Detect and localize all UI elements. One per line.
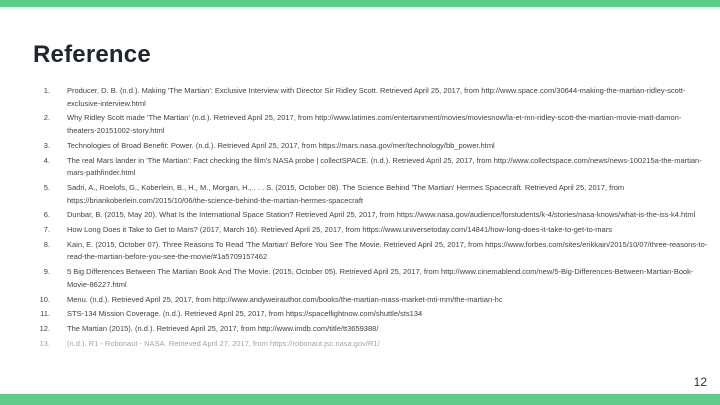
reference-text: Why Ridley Scott made 'The Martian' (n.d.). Retrieved April 25, 2017, from http://www.latimes.com/entertainment/movies/moviesnow/la-et-mn-ridley-scott-the-martian-movie-matt-damon-theaters-20151002-story.html	[67, 113, 682, 135]
reference-item	[28, 308, 708, 321]
reference-item	[28, 323, 708, 336]
reference-text: Sadri, A., Roelofs, G., Koberlein, B., H., M., Morgan, H., . . . S. (2015, October 08). The Science Behind 'The Martian' Hermes Spacecraft. Retrieved April 25, 2017, from https://briankoberlein.com/2015/10/06/the-science-behind-the-martian-hermes-spacecraft	[67, 182, 625, 205]
reference-item	[28, 112, 708, 137]
reference-item	[28, 182, 708, 207]
reference-text: 5 Big Differences Between The Martian Book And The Movie. (2015, October 05). Retrieved April 25, 2017, from http://www.cinemablend.com/new/5-Big-Differences-Between-Martian-Book-Movie-86227.html	[67, 267, 694, 289]
reference-number: 10.	[39, 294, 50, 304]
reference-item	[28, 140, 708, 153]
reference-number: 1.	[43, 86, 50, 95]
reference-text: Producer, D. B. (n.d.). Making 'The Martian': Exclusive Interview with Director Sir Ridley Scott. Retrieved April 25, 2017, from http://www.space.com/30644-making-the-martian-ridley-scott-exclusive-interview.html	[67, 86, 686, 108]
reference-item	[28, 239, 708, 264]
reference-text: Technologies of Broad Benefit: Power. (n.d.). Retrieved April 25, 2017, from https://mars.nasa.gov/mer/technology/bb_power.html	[67, 140, 495, 150]
reference-item	[28, 209, 708, 222]
bottom-accent-bar	[0, 394, 720, 405]
reference-number: 8.	[43, 239, 50, 249]
reference-number: 11.	[40, 309, 50, 319]
reference-item	[28, 266, 708, 291]
reference-text: STS-134 Mission Coverage. (n.d.). Retrieved April 25, 2017, from https://spaceflightnow.com/shuttle/sts134	[67, 309, 423, 319]
reference-item	[28, 85, 708, 110]
reference-item	[28, 294, 708, 307]
reference-number: 3.	[43, 140, 50, 150]
reference-text: The real Mars lander in 'The Martian': Fact checking the film's NASA probe | collectSPACE. (n.d.). Retrieved April 25, 2017, from http://www.collectspace.com/news/news-100215a-the-martian-mars-pathfinder.html	[67, 155, 702, 178]
reference-item	[28, 224, 708, 237]
top-accent-bar	[0, 0, 720, 7]
reference-number: 9.	[43, 267, 50, 277]
reference-text: Kain, E. (2015, October 07). Three Reasons To Read 'The Martian' Before You See The Movie. Retrieved April 25, 2017, from https://www.forbes.com/sites/erikkain/2015/10/07/three-reasons-to-read-the-martian-before-you-see-the-movie/#1a5709157462	[67, 239, 708, 262]
reference-number: 2.	[43, 113, 50, 123]
reference-number: 5.	[43, 182, 50, 192]
reference-text: (n.d.). R1 - Robonaut - NASA. Retrieved April 27, 2017, from https://robonaut.jsc.nasa.gov/R1/	[67, 338, 380, 348]
page-number: 12	[693, 375, 707, 389]
reference-list	[28, 85, 708, 353]
reference-number: 4.	[43, 155, 50, 165]
page-title: Reference	[33, 41, 151, 68]
reference-item	[28, 155, 708, 180]
reference-number: 12.	[39, 324, 50, 334]
reference-number: 13.	[39, 338, 50, 348]
reference-text: Menu. (n.d.). Retrieved April 25, 2017, from http://www.andyweirauthor.com/books/the-martian-mass-market-mti-mm/the-martian-hc	[67, 294, 503, 304]
reference-number: 7.	[43, 225, 50, 235]
reference-text: The Martian (2015). (n.d.). Retrieved April 25, 2017, from http://www.imdb.com/title/tt3659388/	[67, 324, 379, 334]
reference-item	[28, 338, 708, 351]
reference-text: How Long Does it Take to Get to Mars? (2017, March 16). Retrieved April 25, 2017, from https://www.universetoday.com/14841/how-long-does-it-take-to-get-to-mars	[67, 225, 612, 235]
reference-text: Dunbar, B. (2015, May 20). What Is the International Space Station? Retrieved April 25, 2017, from https://www.nasa.gov/audience/forstudents/k-4/stories/nasa-knows/what-is-the-iss-k4.html	[67, 210, 696, 220]
reference-number: 6.	[43, 210, 50, 220]
